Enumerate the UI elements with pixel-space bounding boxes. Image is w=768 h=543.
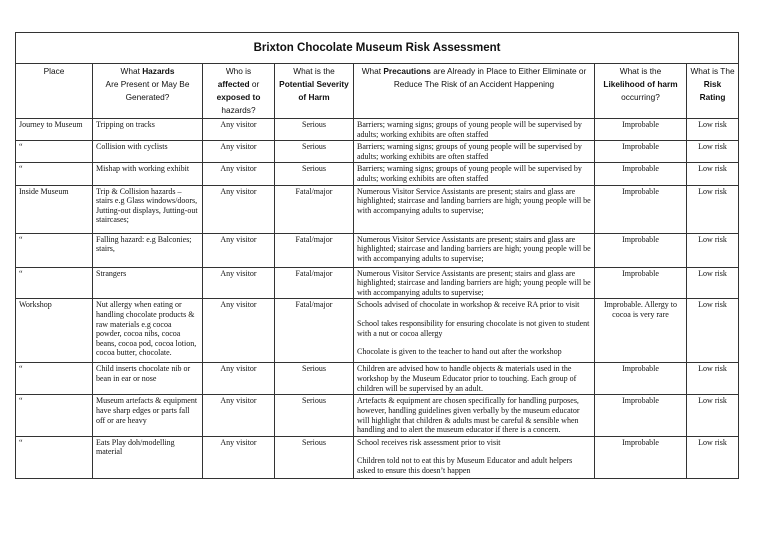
precautions-cell bbox=[354, 267, 595, 299]
severity-cell: Serious bbox=[275, 363, 354, 395]
who-cell: Any visitor bbox=[203, 141, 275, 163]
severity-cell: Fatal/major bbox=[275, 299, 354, 363]
precautions-cell bbox=[354, 163, 595, 185]
precaution-line: Chocolate is given to the teacher to hand out after the workshop bbox=[357, 347, 562, 357]
hazard-cell: Falling hazard: e.g Balconies; stairs, bbox=[93, 233, 203, 267]
header-rating: What is The Risk Rating bbox=[687, 64, 739, 119]
likelihood-cell: Improbable bbox=[595, 436, 687, 478]
table-row bbox=[16, 363, 739, 395]
likelihood-cell: Improbable bbox=[595, 119, 687, 141]
hazard-cell: Tripping on tracks bbox=[93, 119, 203, 141]
place-cell: Journey to Museum bbox=[16, 119, 93, 141]
precaution-line: Barriers; warning signs; groups of young people will be supervised by adults; working exhibits are often staffed bbox=[357, 164, 582, 183]
document-title: Brixton Chocolate Museum Risk Assessment bbox=[16, 33, 739, 64]
likelihood-cell: Improbable bbox=[595, 163, 687, 185]
hazard-cell: Trip & Collision hazards – stairs e.g Glass windows/doors, Jutting-out displays, Jutting-out staircases; bbox=[93, 185, 203, 233]
table-row bbox=[16, 233, 739, 267]
precaution-line: Barriers; warning signs; groups of young people will be supervised by adults; working exhibits are often staffed bbox=[357, 142, 582, 161]
severity-cell: Fatal/major bbox=[275, 185, 354, 233]
precaution-line: Numerous Visitor Service Assistants are present; stairs and glass are highlighted; staircase and landing barriers are high; young people will be with accompanying adults to supervise; bbox=[357, 186, 591, 215]
precaution-line: Schools advised of chocolate in workshop & receive RA prior to visit bbox=[357, 300, 580, 310]
severity-cell: Fatal/major bbox=[275, 267, 354, 299]
rating-cell: Low risk bbox=[687, 185, 739, 233]
precaution-line: Numerous Visitor Service Assistants are present; stairs and glass are highlighted; staircase and landing barriers are high; young people will be with accompanying adults to supervise; bbox=[357, 234, 591, 263]
table-row bbox=[16, 119, 739, 141]
hazard-cell: Eats Play doh/modelling material bbox=[93, 436, 203, 478]
precaution-line: Barriers; warning signs; groups of young people will be supervised by adults; working exhibits are often staffed bbox=[357, 120, 582, 139]
precaution-line: Artefacts & equipment are chosen specifically for handling purposes, however, handling guidelines given verbally by the museum educator will highlight that children & adults must be careful & sensible when handling and to alert the museum educator if there is a concern. bbox=[357, 396, 580, 435]
likelihood-cell: Improbable bbox=[595, 185, 687, 233]
header-likelihood: What is the Likelihood of harm occurring? bbox=[595, 64, 687, 119]
rating-cell: Low risk bbox=[687, 163, 739, 185]
likelihood-cell: Improbable. Allergy to cocoa is very rare bbox=[595, 299, 687, 363]
table-row bbox=[16, 185, 739, 233]
precautions-cell bbox=[354, 141, 595, 163]
precaution-line: Children are advised how to handle objects & materials used in the workshop by the Museum Educator prior to touching. Each group of children will be supervised by an adult. bbox=[357, 364, 577, 393]
header-row bbox=[16, 64, 739, 119]
precaution-line: Children told not to eat this by Museum Educator and adult helpers asked to ensure this doesn’t happen bbox=[357, 456, 573, 475]
hazard-cell: Child inserts chocolate nib or bean in ear or nose bbox=[93, 363, 203, 395]
table-row bbox=[16, 267, 739, 299]
place-cell: “ bbox=[16, 233, 93, 267]
rating-cell: Low risk bbox=[687, 299, 739, 363]
hazard-cell: Strangers bbox=[93, 267, 203, 299]
place-cell: Inside Museum bbox=[16, 185, 93, 233]
rating-cell: Low risk bbox=[687, 141, 739, 163]
title-row bbox=[16, 33, 739, 64]
rating-cell: Low risk bbox=[687, 363, 739, 395]
header-place: Place bbox=[16, 64, 93, 119]
who-cell: Any visitor bbox=[203, 233, 275, 267]
hazard-cell: Mishap with working exhibit bbox=[93, 163, 203, 185]
likelihood-cell: Improbable bbox=[595, 233, 687, 267]
header-hazards: What Hazards Are Present or May Be Generated? bbox=[93, 64, 203, 119]
rating-cell: Low risk bbox=[687, 233, 739, 267]
header-severity: What is the Potential Severity of Harm bbox=[275, 64, 354, 119]
severity-cell: Fatal/major bbox=[275, 233, 354, 267]
place-cell: “ bbox=[16, 436, 93, 478]
place-cell: “ bbox=[16, 395, 93, 436]
table-row bbox=[16, 395, 739, 436]
severity-cell: Serious bbox=[275, 141, 354, 163]
hazard-cell: Museum artefacts & equipment have sharp edges or parts fall off or are heavy bbox=[93, 395, 203, 436]
who-cell: Any visitor bbox=[203, 267, 275, 299]
header-precautions: What Precautions are Already in Place to Either Eliminate or Reduce The Risk of an Accident Happening bbox=[354, 64, 595, 119]
precautions-cell bbox=[354, 185, 595, 233]
severity-cell: Serious bbox=[275, 163, 354, 185]
likelihood-cell: Improbable bbox=[595, 395, 687, 436]
risk-assessment-table bbox=[15, 32, 739, 479]
who-cell: Any visitor bbox=[203, 436, 275, 478]
rating-cell: Low risk bbox=[687, 267, 739, 299]
table-row bbox=[16, 163, 739, 185]
precaution-line: Numerous Visitor Service Assistants are present; stairs and glass are highlighted; staircase and landing barriers are high; young people will be with accompanying adults to supervise; bbox=[357, 268, 591, 297]
table-row bbox=[16, 436, 739, 478]
precautions-cell bbox=[354, 233, 595, 267]
likelihood-cell: Improbable bbox=[595, 141, 687, 163]
hazard-cell: Collision with cyclists bbox=[93, 141, 203, 163]
precautions-cell bbox=[354, 395, 595, 436]
severity-cell: Serious bbox=[275, 119, 354, 141]
place-cell: “ bbox=[16, 267, 93, 299]
precautions-cell bbox=[354, 363, 595, 395]
who-cell: Any visitor bbox=[203, 363, 275, 395]
severity-cell: Serious bbox=[275, 395, 354, 436]
who-cell: Any visitor bbox=[203, 299, 275, 363]
rating-cell: Low risk bbox=[687, 395, 739, 436]
hazard-cell: Nut allergy when eating or handling chocolate products & raw materials e.g cocoa powder, cocoa nibs, cocoa beans, cocoa pod, cocoa lotion, cocoa butter, chocolate. bbox=[93, 299, 203, 363]
precaution-line: School takes responsibility for ensuring chocolate is not given to student with a nut or cocoa allergy bbox=[357, 318, 590, 338]
who-cell: Any visitor bbox=[203, 163, 275, 185]
who-cell: Any visitor bbox=[203, 185, 275, 233]
precaution-line: School receives risk assessment prior to visit bbox=[357, 437, 501, 447]
precautions-cell bbox=[354, 436, 595, 478]
likelihood-cell: Improbable bbox=[595, 267, 687, 299]
place-cell: “ bbox=[16, 163, 93, 185]
who-cell: Any visitor bbox=[203, 119, 275, 141]
rating-cell: Low risk bbox=[687, 119, 739, 141]
precautions-cell bbox=[354, 299, 595, 363]
who-cell: Any visitor bbox=[203, 395, 275, 436]
rating-cell: Low risk bbox=[687, 436, 739, 478]
place-cell: “ bbox=[16, 363, 93, 395]
table-row bbox=[16, 299, 739, 363]
precautions-cell bbox=[354, 119, 595, 141]
place-cell: “ bbox=[16, 141, 93, 163]
likelihood-cell: Improbable bbox=[595, 363, 687, 395]
table-row bbox=[16, 141, 739, 163]
place-cell: Workshop bbox=[16, 299, 93, 363]
header-affected: Who is affected or exposed to hazards? bbox=[203, 64, 275, 119]
severity-cell: Serious bbox=[275, 436, 354, 478]
